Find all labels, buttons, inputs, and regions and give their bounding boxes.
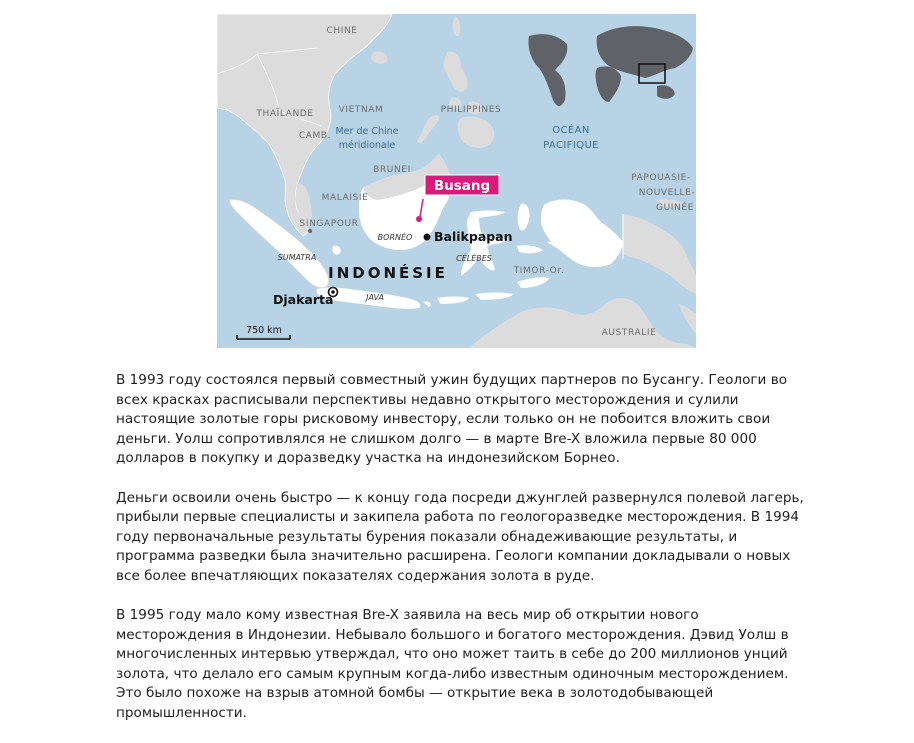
label-malaisie: MALAISIE [321,193,369,203]
label-singapour: SINGAPOUR [299,219,359,229]
article-paragraph: В 1993 году состоялся первый совместный ужин будущих партнеров по Бусангу. Геологи во всех красках расписывали перспективы недавно открытого месторождения и сулили настоящие золотые горы рисковому инвестору, если только он не побоится вложить свои деньги. Уолш сопротивлялся не слишком долго — в марте Bre-X вложила первые 80 000 долларов в покупку и доразведку участка на индонезийском Борнео. [116,372,788,466]
article-paragraph: Деньги освоили очень быстро — к концу года посреди джунглей развернулся полевой лагерь, прибыли первые специалисты и закипела работа по геологоразведке месторождения. В 1994 году первоначальные результаты бурения показали обнадеживающие результаты, и программа разведки была значительно расширена. Геологи компании докладывали о новых все более впечатляющих показателях содержания золота в руде. [116,489,804,584]
label-indonesie: INDONÉSIE [328,264,448,282]
label-thailande: THAÏLANDE [256,109,314,119]
article-body [116,371,816,743]
label-java: JAVA [366,293,384,302]
world-locator-inset [528,26,693,106]
label-ocean-line1: OCÉAN [552,125,590,136]
label-papouasie-line3: GUINÉE [656,203,694,213]
map-figure [217,14,696,348]
singapore-marker [308,229,312,233]
label-balikpapan: Balikpapan [434,229,513,244]
label-australie: AUSTRALIE [601,328,657,338]
label-sumatra: SUMATRA [277,253,317,262]
label-camb: CAMB. [298,131,332,141]
label-chine: CHINE [326,26,358,36]
label-sea-line1: Mer de Chine [335,126,399,137]
label-vietnam: VIETNAM [338,105,384,115]
scale-label: 750 km [246,325,282,336]
label-celebes: CÉLÈBES [456,254,492,263]
label-djakarta: Djakarta [273,292,334,307]
label-timor: TIMOR-Or. [513,266,565,276]
label-papouasie-line2: NOUVELLE- [638,188,696,198]
busang-marker [416,216,422,222]
label-philippines: PHILIPPINES [440,105,502,115]
label-busang: Busang [433,178,491,194]
label-borneo: BORNÉO [377,233,413,242]
label-papouasie-line1: PAPOUASIE- [631,173,691,183]
article-paragraph: В 1995 году мало кому известная Bre-X заявила на весь мир об открытии нового месторождения в Индонезии. Небывало большого и богатого месторождения. Дэвид Уолш в многочисленных интервью утверждал, что оно может таить в себе до 200 миллионов унций золота, что делало его самым крупным когда-либо известным одиночным месторождением. Это было похоже на взрыв атомной бомбы — открытие века в золотодобывающей промышленности. [116,607,789,721]
label-brunei: BRUNEI [373,165,411,175]
indonesia-map [217,14,696,348]
label-sea-line2: méridionale [338,140,396,151]
balikpapan-marker [424,234,431,241]
label-ocean-line2: PACIFIQUE [543,140,599,151]
